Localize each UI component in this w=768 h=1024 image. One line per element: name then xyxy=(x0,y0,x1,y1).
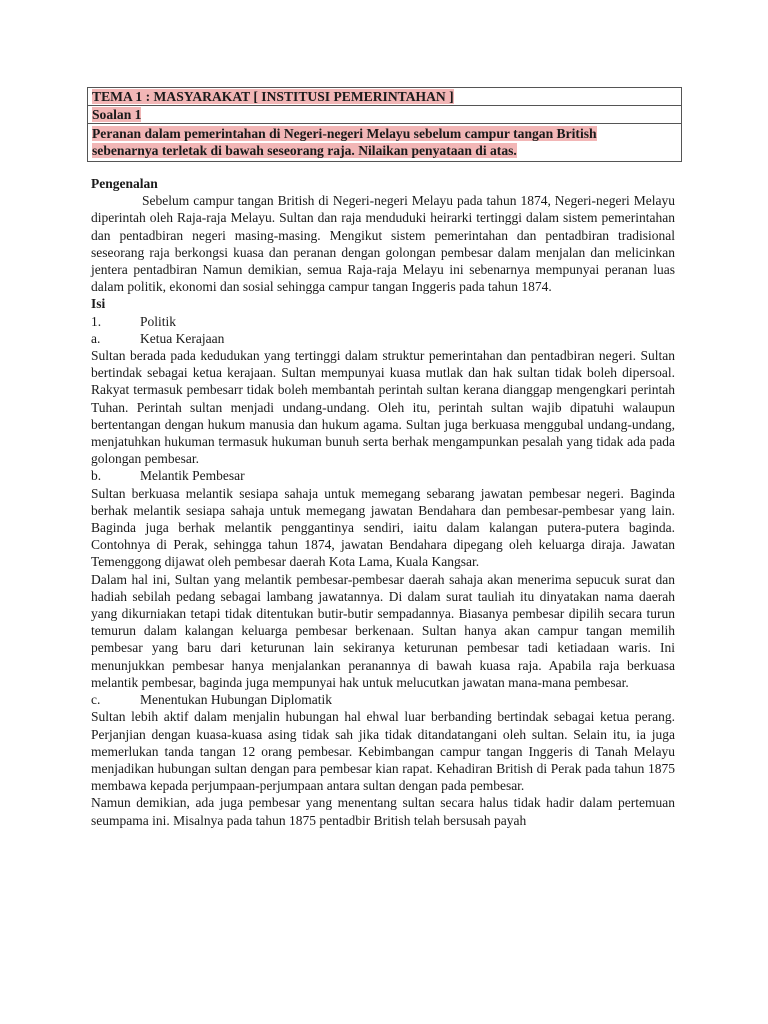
subsection-a-heading xyxy=(91,330,675,347)
subsection-b-paragraph-1: Sultan berkuasa melantik sesiapa sahaja untuk memegang sebarang jawatan pembesar negeri. Baginda berhak melantik sesiapa sahaja untuk memegang jawatan Bendahara dan pembesar-pembesar yang lain. Baginda juga berhak melantik penggantinya sendiri, iaitu dalam kalangan putera-putera baginda. Contohnya di Perak, sehingga tahun 1874, jawatan Bendahara dipegang oleh keluarga diraja. Jawatan Temenggong dijawat oleh pembesar daerah Kota Lama, Kuala Kangsar. xyxy=(91,485,675,570)
subsection-c-paragraph-2: Namun demikian, ada juga pembesar yang menentang sultan secara halus tidak hadir dalam pertemuan seumpama ini. Misalnya pada tahun 1875 pentadbir British telah bersusah payah xyxy=(91,795,675,828)
subsection-a-paragraph: Sultan berada pada kedudukan yang tertinggi dalam struktur pemerintahan dan pentadbiran negeri. Sultan bertindak sebagai ketua kerajaan. Sultan mempunyai kuasa mutlak dan hak sultan tidak boleh dipersoal. Rakyat termasuk pembesarr tidak boleh membantah perintah sultan kerana dianggap mengengkari perintah Tuhan. Perintah sultan menjadi undang-undang. Oleh itu, perintah sultan wajib dipatuhi walaupun bertentangan dengan hukum manusia dan hukum agama. Sultan juga berkuasa menggubal undang-undang, menjatuhkan hukuman termasuk hukuman bunuh serta berhak mengampunkan pesalah yang tidak ada pada golongan pembesar. xyxy=(91,348,675,467)
subsection-c-paragraph-1: Sultan lebih aktif dalam menjalin hubungan hal ehwal luar berbanding bertindak sebagai ketua perang. Perjanjian dengan kuasa-kuasa asing tidak sah jika tidak ditandatangani oleh sultan. Selain itu, ia juga memerlukan tanda tangan 12 orang pembesar. Kebimbangan campur tangan Inggeris di Tanah Melayu menjadikan hubungan sultan dengan para pembesar kian rapat. Kehadiran British di Perak pada tahun 1875 membawa kepada perjumpaan-perjumpaan antara sultan dengan pada pembesar. xyxy=(91,709,675,794)
subsection-b-paragraph-2: Dalam hal ini, Sultan yang melantik pembesar-pembesar daerah sahaja akan menerima sepucuk surat dan hadiah sebilah pedang sebagai lambang jawatannya. Di dalam surat tauliah itu dinyatakan nama daerah yang dikurniakan tetapi tidak ditentukan butir-butir sempadannya. Biasanya pembesar dipilih secara turun temurun dalam kalangan keluarga pembesar berkenaan. Sultan hanya akan campur tangan memilih pembesar yang baru dari keturunan lain sekiranya keturunan pembesar tadi ketiadaan waris. Ini menunjukkan pembesar hanya menjalankan peranannya di bawah kuasa raja. Apabila raja berkuasa melantik pembesar, baginda juga mempunyai hak untuk melucutkan jawatan mana-mana pembesar. xyxy=(91,571,675,690)
intro-paragraph: Sebelum campur tangan British di Negeri-negeri Melayu pada tahun 1874, Negeri-negeri Melayu diperintah oleh Raja-raja Melayu. Sultan dan raja menduduki heirarki tertinggi dalam sistem pemerintahan dan pentadbiran negeri masing-masing. Mengikut sistem pemerintahan dan pentadbiran tradisional seseorang raja berkongsi kuasa dan peranan dengan golongan pembesar dalam menjalan dan melicinkan jentera pentadbiran Namun demikian, semua Raja-raja Melayu ini sebenarnya mempunyai peranan luas dalam politik, ekonomi dan sosial sehingga campur tangan Inggeris pada tahun 1874. xyxy=(91,193,675,295)
subsection-a-letter: a. xyxy=(91,330,101,346)
subsection-b-heading xyxy=(91,467,675,484)
question-line-2: sebenarnya terletak di bawah seseorang raja. Nilaikan penyataan di atas. xyxy=(92,143,517,158)
theme-title: TEMA 1 : MASYARAKAT [ INSTITUSI PEMERINTAHAN ] xyxy=(92,89,454,104)
question-number-cell xyxy=(88,106,682,124)
subsection-b-title: Melantik Pembesar xyxy=(140,468,245,484)
question-line-1: Peranan dalam pemerintahan di Negeri-negeri Melayu sebelum campur tangan British xyxy=(92,126,597,141)
section-1-heading xyxy=(91,313,675,330)
section-1-number: 1. xyxy=(91,313,102,329)
subsection-c-letter: c. xyxy=(91,692,101,708)
essay-body xyxy=(91,175,675,829)
subsection-c-title: Menentukan Hubungan Diplomatik xyxy=(140,692,332,708)
question-number: Soalan 1 xyxy=(92,107,142,122)
subsection-b-letter: b. xyxy=(91,468,102,484)
subsection-a-title: Ketua Kerajaan xyxy=(140,330,225,346)
section-1-title: Politik xyxy=(140,313,177,329)
theme-cell xyxy=(88,88,682,106)
question-text-cell xyxy=(88,124,682,162)
subsection-c-heading xyxy=(91,691,675,708)
intro-heading: Pengenalan xyxy=(91,176,158,191)
question-header-table xyxy=(87,87,682,162)
isi-heading: Isi xyxy=(91,296,106,312)
